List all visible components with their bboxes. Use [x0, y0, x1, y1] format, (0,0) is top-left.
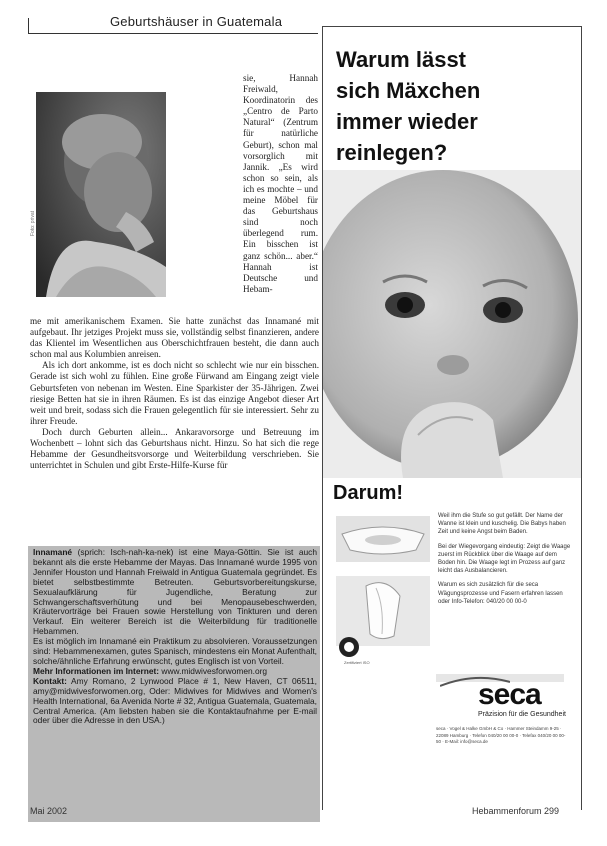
footer-date: Mai 2002 — [30, 806, 68, 816]
seca-claim: Präzision für die Gesundheit — [478, 711, 566, 718]
ad-headline-line: Warum lässt — [336, 47, 467, 72]
info-text: Es ist möglich im Innamané ein Praktikum zu absolvieren. Voraussetzungen sind: Hebammenexamen, gutes Spanisch, mindestens ein Monat Aufenthalt, solche/ähnliche Erfahrung erwünscht, gutes Englisch ist von Vorteil. — [33, 636, 317, 666]
info-bold-lead: Kontakt: — [33, 675, 67, 686]
ad-body — [438, 512, 571, 612]
article-narrow-column — [243, 73, 318, 295]
photo-credit: Foto: privat — [30, 210, 36, 236]
article-paragraph: me mit amerikanischem Examen. Sie hatte zunächst das Innamané mit aufgebaut. Ihr jetziges Projekt muss sie, vollständig selbst finanzieren, andere das Klientel im Wesentlichen aus Oberschichtfrauen besteht, die dann auch schon mal aus Kolumbien anreisen. — [30, 316, 319, 360]
header-left-rule — [28, 18, 29, 34]
info-bold-lead: Innamané — [33, 547, 73, 557]
info-link[interactable]: www.midwivesforwomen.org — [159, 665, 268, 676]
info-text: Amy Romano, 2 Lynwood Place # 1, New Haven, CT 06511, amy@midwivesforwomen.org, Oder: Midwives for Midwives and Women's Health International, 6a Avenida Norte # 32, Antigua Guatemala, Guatemala, Central America. (Am liebsten haben sie die Kontaktaufnahme per E-mail oder über die Adresse in den USA.) — [33, 675, 317, 726]
certification-icon — [338, 636, 360, 658]
ad-paragraph: Weil ihm die Stufe so gut gefällt. Der Name der Wanne ist klein und kuschelig. Die Babys haben Zeit und keine Angst beim Baden. — [438, 513, 566, 536]
article-paragraph: Als ich dort ankomme, ist es doch nicht so schlecht wie nur ein bisschen. Gerade ist sich wohl zu fühlen. Eine große Fürwand am Eingang zeigt viele Geburtsfeten von nebenan im Westen. Eine Sparkister der 35-Jährigen. Zwei riesige Betten hat sie in ihren Räumen. Es ist das einzige Angebot dieser Art weit und breit, sodass sich die Frauen gelegentlich für sie interessiert. Sehr zu ihrer Freude. — [30, 360, 319, 426]
baby-photo — [323, 170, 581, 478]
ad-subheadline: Darum! — [333, 482, 404, 504]
article-paragraph: Doch durch Geburten allein... Ankaravorsorge und Betreuung im Wochenbett – lohnt sich das Geburtshaus nicht. Hinzu. So hat sich die rege Hebamme der Gesundheitsvorsorge und Weiterbildung verschrieben. Sie unterrichtet in Schulen und gibt Erste-Hilfe-Kurse für — [30, 426, 319, 471]
info-paragraph — [33, 637, 317, 667]
ad-headline-line: sich Mäxchen — [336, 78, 481, 103]
baby-bath-image — [336, 516, 430, 562]
info-box-text — [33, 548, 317, 726]
info-paragraph — [33, 677, 317, 727]
cert-caption: Zertifiziert ISO — [344, 660, 370, 665]
section-header: Geburtshäuser in Guatemala — [110, 14, 283, 29]
info-text: (sprich: Isch-nah-ka-nek) ist eine Maya-Göttin. Sie ist auch bekannt als die erste Hebamme der Mayas. Das Innamané wurde 1995 von Jennifer Houston und Hannah Freiwald in Antigua Guatemala gegründet. Es bietet selbstbestimmte Betreuten. Geburtsvorbereitungskurse, Sexualaufklärung für Jugendliche, Beratung zur Schwangerschaftsverhütung und bei Menopausebeschwerden, Kräutervorträge bei Frauen sowie Herstellung von Tinkturen und deren Verkauf. Ein weiterer Bereich ist die Weiterbildung für traditionelle Hebammen. — [33, 547, 317, 637]
ad-paragraph: Warum es sich zusätzlich für die seca Wägungsprozesse und Fasern erfahren lassen oder Info-Telefon: 040/20 00 00-0 — [438, 582, 563, 605]
header-rule — [28, 33, 318, 34]
seca-address: seca · Vogel & Halke GmbH & Co · Hammer Steindamm 9-25 · 22089 Hamburg · Telefon 040/20 00 00-0 · Telefax 040/20 00 00-50 · E-Mail: info@seca.de — [436, 726, 566, 744]
ad-headline-line: immer wieder — [336, 109, 478, 134]
footer-page: Hebammenforum 299 — [472, 806, 560, 816]
ad-headline-line: reinlegen? — [336, 140, 448, 165]
info-paragraph — [33, 548, 317, 637]
seca-logo: seca — [478, 678, 541, 711]
ad-paragraph: Bei der Wiegevorgang eindeutig: Zeigt die Waage zuerst im Rückblick über die Waage auf dem Boden hin. Die Waage legt im Prozess auf ganz leicht das Ausbalancieren. — [438, 543, 571, 575]
article-paragraph: sie, Hannah Freiwald, Koordinatorin des „Centro de Parto Natural“ (Zentrum für natürliche Geburt), schon mal vorsorglich mit Jannik. „Es wird schon so sein, als ich es mochte – und meine Möbel für das Geburtshaus sind noch überlegend rum. Ein bisschen ist ganz schön... aber.“ Hannah ist Deutsche und Hebam- — [243, 73, 318, 294]
article-wide-column — [30, 316, 319, 471]
midwife-photo — [36, 92, 166, 297]
ad-headline — [336, 44, 566, 168]
info-bold-lead: Mehr Informationen im Internet: — [33, 665, 160, 676]
